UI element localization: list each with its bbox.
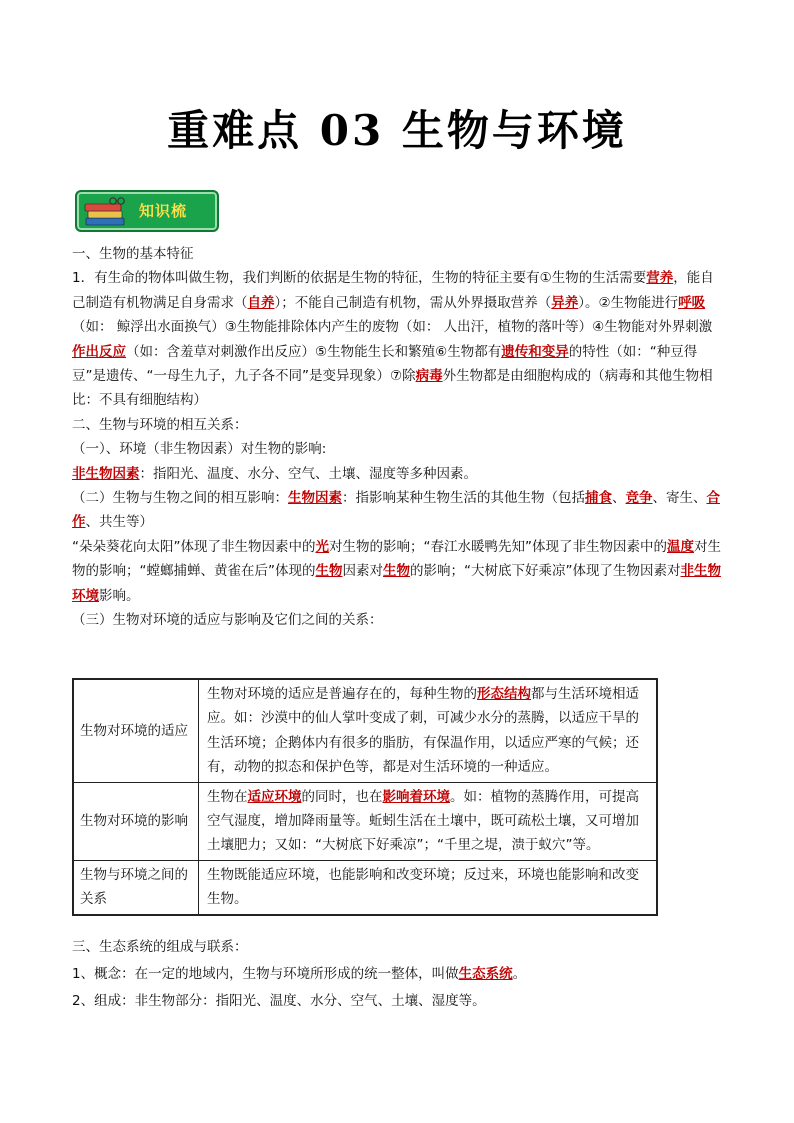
- text-span: 都与生活环境相适应。如：沙漠中的仙人掌叶变成了刺，可减少水分的蒸腾，以适应干旱的生活环境；企鹅体内有很多的脂肪，有保温作用，以适应严寒的气候；还有，动物的拟态和保护色等，都是对生活环境的一种适应。: [207, 686, 639, 776]
- text-span: 生物既能适应环境，也能影响和改变环境；反过来，环境也能影响和改变生物。: [207, 866, 639, 908]
- keyword: 生物因素: [288, 490, 342, 507]
- examples-paragraph: [72, 535, 724, 608]
- text-span: （如： 鲸浮出水面换气）③生物能排除体内产生的废物（如： 人出汗，植物的落叶等）④生物能对外界刺激: [72, 319, 713, 336]
- keyword: 非生物因素: [72, 465, 140, 482]
- keyword: 营养: [646, 270, 674, 287]
- table-row: [73, 782, 657, 860]
- row-label: 生物对环境的影响: [73, 782, 199, 860]
- knowledge-badge: [75, 190, 219, 232]
- abiotic-factors: [72, 462, 724, 486]
- books-icon: [83, 196, 129, 228]
- badge-label: 知识梳: [139, 202, 188, 220]
- text-span: 影响。: [99, 587, 140, 604]
- section-2-heading: 二、生物与环境的相互关系：: [72, 416, 248, 433]
- text-span: “朵朵葵花向太阳”体现了非生物因素中的: [72, 538, 316, 555]
- keyword: 光: [315, 538, 329, 555]
- row-content: [199, 679, 658, 782]
- text-span: ：指阳光、温度、水分、空气、土壤、湿度等多种因素。: [139, 465, 477, 482]
- text-span: （如：含羞草对刺激作出反应）⑤生物能生长和繁殖⑥生物都有: [126, 343, 502, 360]
- keyword: 竞争: [625, 490, 653, 507]
- text-span: 。: [512, 966, 527, 982]
- keyword: 温度: [667, 538, 694, 555]
- keyword: 病毒: [415, 368, 443, 385]
- keyword: 生物: [383, 563, 410, 580]
- text-span: 外生物都是由细胞构成的（病毒和其他生物相比：不具有细胞结构）: [72, 368, 713, 409]
- table-row: [73, 679, 657, 782]
- keyword: 非生物环境: [72, 563, 721, 604]
- keyword: 生物: [315, 563, 343, 580]
- text-span: 的特性（如：“种豆得豆”是遗传、“一母生九子，九子各不同”是变异现象）⑦除: [72, 343, 698, 385]
- section-3: [72, 934, 724, 1015]
- text-span: 的影响；“大树底下好乘凉”体现了生物因素对: [410, 563, 681, 580]
- relationship-table: [72, 678, 658, 916]
- table-row: [73, 860, 657, 914]
- row-content: [199, 860, 658, 914]
- text-span: 1．有生命的物体叫做生物，我们判断的依据是生物的特征，生物的特征主要有①生物的生活需要: [72, 270, 647, 287]
- text-span: 。如：植物的蒸腾作用，可提高空气湿度，增加降雨量等。蚯蚓生活在土壤中，既可疏松土壤，又可增加土壤肥力；又如：“大树底下好乘凉”；“千里之堤，溃于蚁穴”等。: [207, 788, 639, 854]
- text-span: 因素对: [342, 563, 383, 580]
- keyword: 影响着环境: [382, 788, 450, 805]
- concept-line: [72, 961, 724, 988]
- text-span: 生物在: [207, 788, 248, 805]
- text-span: 、共生等）: [85, 514, 153, 531]
- section-1-heading: 一、生物的基本特征: [72, 246, 194, 262]
- keyword: 异养: [551, 294, 579, 311]
- keyword: 呼吸: [678, 294, 706, 311]
- row-label: 生物对环境的适应: [73, 679, 199, 782]
- text-span: ，能自己制造有机物满足自身需求（: [72, 270, 714, 311]
- keyword: 形态结构: [477, 686, 531, 702]
- text-span: 对生物的影响；“春江水暖鸭先知”体现了非生物因素中的: [329, 538, 667, 555]
- characteristics-paragraph: [72, 266, 724, 412]
- keyword: 遗传和变异: [501, 343, 569, 360]
- text-span: 的同时，也在: [301, 788, 383, 805]
- text-span: 、寄生、: [652, 490, 707, 507]
- text-span: 对生物的影响；“螳螂捕蝉、黄雀在后”体现的: [72, 538, 721, 580]
- keyword: 作出反应: [72, 343, 126, 360]
- section-1: [72, 242, 724, 633]
- text-span: ：指影响某种生物生活的其他生物（包括: [342, 490, 585, 507]
- keyword: 自养: [247, 294, 275, 311]
- page-title: 重难点 03 生物与环境: [167, 106, 627, 155]
- keyword: 生态系统: [458, 966, 513, 982]
- text-span: （二）生物与生物之间的相互影响：: [72, 490, 288, 507]
- subsection-2: [72, 486, 724, 535]
- keyword: 合作: [72, 490, 720, 531]
- row-content: [199, 782, 658, 860]
- keyword: 捕食: [585, 490, 612, 507]
- subsection-1: （一）、环境（非生物因素）对生物的影响:: [72, 441, 327, 458]
- text-span: 生物对环境的适应是普遍存在的，每种生物的: [207, 686, 477, 702]
- text-span: ）。②生物能进行: [578, 294, 679, 311]
- keyword: 适应环境: [247, 788, 302, 805]
- subsection-3: （三）生物对环境的适应与影响及它们之间的关系：: [72, 612, 383, 629]
- row-label: 生物与环境之间的关系: [73, 860, 199, 914]
- composition-line: 2、组成：非生物部分：指阳光、温度、水分、空气、土壤、湿度等。: [72, 993, 486, 1009]
- text-span: ）；不能自己制造有机物，需从外界摄取营养（: [274, 294, 552, 311]
- text-span: 、: [612, 490, 626, 507]
- section-3-heading: 三、生态系统的组成与联系：: [72, 939, 248, 955]
- text-span: 1、概念：在一定的地域内，生物与环境所形成的统一整体，叫做: [72, 966, 459, 982]
